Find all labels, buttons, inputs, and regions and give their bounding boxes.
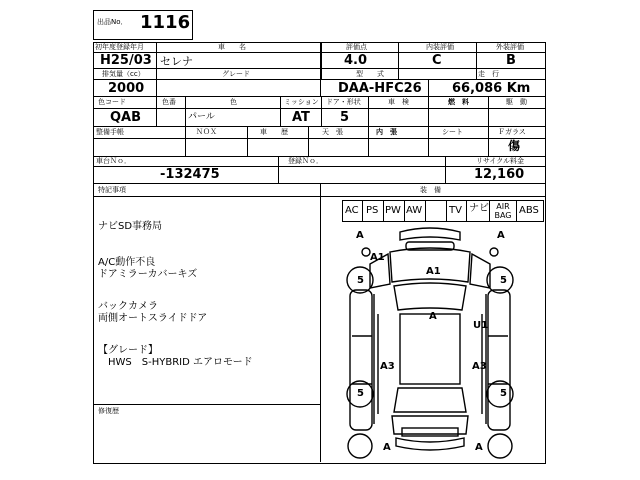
maintenance-label: 整備手帳 (96, 128, 124, 136)
displacement-value: 2000 (108, 81, 145, 96)
mark-rear-right: A (475, 442, 483, 453)
mark-front-left: A (356, 230, 364, 241)
model-label: 型 式 (356, 70, 384, 78)
interior-label: 内装評価 (426, 43, 454, 51)
note-line: 【グレード】 (98, 345, 158, 356)
mark-rear-left: A (383, 442, 391, 453)
note-line: バックカメラ (98, 301, 158, 312)
mark-roof: A (429, 311, 437, 322)
mark-a1-hood: A1 (426, 266, 441, 277)
capacity-label: 車 検 (388, 98, 409, 106)
mission-value: AT (292, 110, 310, 125)
exterior-label: 外装評価 (496, 43, 524, 51)
score-label: 評価点 (346, 43, 367, 51)
mark-a1-left: A1 (370, 252, 385, 263)
note-line: A/C動作不良 (98, 257, 156, 268)
sunroof-label: 天 張 (322, 128, 343, 136)
reg-year-value: H25/03 (100, 53, 152, 68)
model-value: DAA-HFC26 (338, 81, 422, 96)
displacement-label: 排気量（cc） (102, 70, 145, 78)
color-value: パール (188, 112, 215, 122)
mark-wheel-fr: 5 (500, 275, 507, 286)
color-code-value: QAB (110, 110, 142, 125)
car-name-value: セレナ (160, 55, 193, 68)
registration-label: 登録Ｎｏ． (288, 157, 323, 165)
drive-label: 駆 動 (506, 98, 527, 106)
mark-wheel-fl: 5 (357, 275, 364, 286)
note-line: HWS S-HYBRID エアロモード (98, 357, 253, 368)
car-name-label: 車 名 (218, 43, 246, 51)
equip-pw: PW (385, 205, 401, 216)
color-label: 色 (230, 98, 237, 106)
color-no-label: 色番 (162, 98, 176, 106)
car-damage-diagram (330, 224, 530, 462)
repair-label: 修復歴 (98, 407, 119, 415)
color-code-label: 色コード (98, 98, 126, 106)
fuel-label: 燃 料 (448, 98, 469, 106)
equip-ps: PS (366, 205, 379, 216)
seat-label: シート (442, 128, 463, 136)
door-value: 5 (340, 110, 350, 125)
leather-label: 内 張 (376, 128, 397, 136)
chassis-value: -132475 (160, 167, 220, 182)
mark-a3-right: A3 (472, 361, 487, 372)
equipment-title: 装 備 (420, 186, 441, 194)
recycle-label: リサイクル料金 (476, 157, 525, 165)
mark-front-right: A (497, 230, 505, 241)
equip-tv: TV (449, 205, 462, 216)
recall-label: 車 歴 (260, 128, 288, 136)
interior-value: C (432, 53, 442, 68)
note-line: 両側オートスライドドア (98, 313, 208, 324)
exterior-value: B (506, 53, 516, 68)
glass-label: Ｆガラス (498, 128, 526, 136)
note-line: ナビSD事務局 (98, 221, 163, 232)
chassis-label: 車台Ｎｏ． (96, 157, 131, 165)
lot-number: 1116 (140, 12, 191, 33)
notes-title: 特記事項 (98, 186, 126, 194)
note-line: ドアミラーカバーキズ (98, 269, 198, 280)
lot-label: 出品No． (97, 18, 128, 26)
grade-label: グレード (222, 70, 250, 78)
mark-a3-left: A3 (380, 361, 395, 372)
mark-u1: U1 (473, 320, 489, 331)
score-value: 4.0 (344, 53, 368, 68)
mark-wheel-rl: 5 (357, 388, 364, 399)
nox-label: ＮＯＸ (196, 128, 217, 136)
equip-navi: ナビ (469, 203, 489, 214)
equip-ac: AC (345, 205, 359, 216)
equip-abs: ABS (519, 205, 539, 216)
door-label: ドア・形状 (326, 98, 361, 106)
mark-wheel-rr: 5 (500, 388, 507, 399)
mission-label: ミッション (284, 98, 319, 106)
equip-airbag: AIR BAG (494, 202, 512, 220)
mileage-label: 走 行 (478, 70, 499, 78)
reg-year-label: 初年度登録年月 (95, 43, 144, 51)
mileage-value: 66,086 Km (452, 81, 531, 96)
glass-value: 傷 (508, 139, 521, 153)
recycle-value: 12,160 (474, 167, 525, 182)
equip-aw: AW (406, 205, 423, 216)
